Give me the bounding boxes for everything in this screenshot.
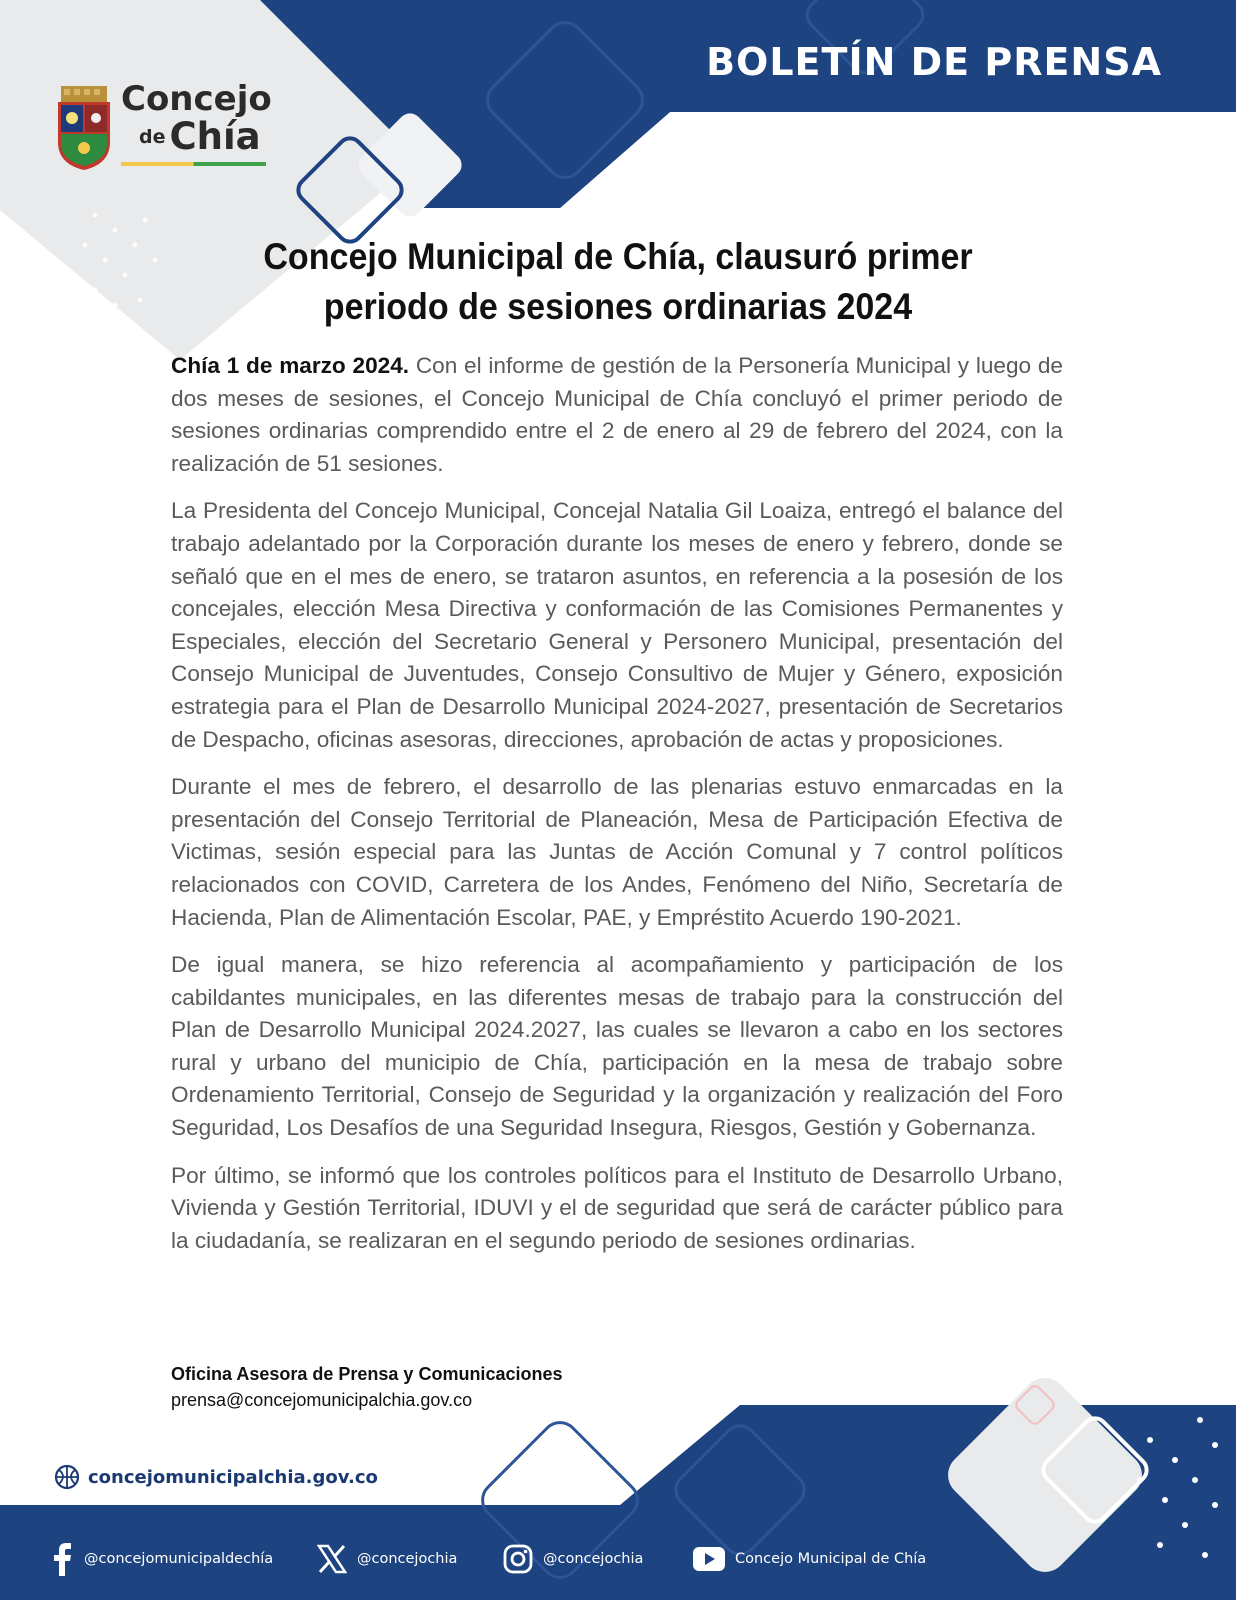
x-handle: @concejochia xyxy=(357,1551,458,1567)
youtube-icon xyxy=(693,1547,725,1571)
website-link[interactable] xyxy=(54,1462,378,1492)
signature-block xyxy=(171,1361,562,1413)
website-text: concejomunicipalchia.gov.co xyxy=(88,1466,378,1488)
paragraph-2: La Presidenta del Concejo Municipal, Concejal Natalia Gil Loaiza, entregó el balance del trabajo adelantado por la Corporación durante los meses de enero y febrero, donde se señaló que en el mes de enero, se trataron asuntos, en referencia a la posesión de los concejales, elección Mesa Directiva y conformación de las Comisiones Permanentes y Especiales, elección del Secretario General y Personero Municipal, presentación del Consejo Municipal de Juventudes, Consejo Consultivo de Mujer y Género, exposición estrategia para el Plan de Desarrollo Municipal 2024-2027, presentación de Secretarios de Despacho, oficinas asesoras, direcciones, aprobación de actas y proposiciones. xyxy=(171,498,1063,752)
logo-chia: Chía xyxy=(169,115,261,158)
paragraph-3: Durante el mes de febrero, el desarrollo de las plenarias estuvo enmarcadas en la presentación del Consejo Territorial de Planeación, Mesa de Participación Efectiva de Victimas, sesión especial para las Juntas de Acción Comunal y 7 control políticos relacionados con COVID, Carretera de los Andes, Fenómeno del Niño, Secretaría de Hacienda, Plan de Alimentación Escolar, PAE, y Empréstito Acuerdo 190-2021. xyxy=(171,774,1063,930)
facebook-link[interactable] xyxy=(50,1540,273,1578)
coat-of-arms-icon xyxy=(55,86,113,170)
headline: Concejo Municipal de Chía, clausuró primer periodo de sesiones ordinarias 2024 xyxy=(263,236,973,327)
paragraph-1 xyxy=(171,350,1063,480)
concejo-logo xyxy=(55,79,285,172)
x-link[interactable] xyxy=(317,1540,457,1578)
paragraph-4: De igual manera, se hizo referencia al acompañamiento y participación de los cabildantes municipales, en las diferentes mesas de trabajo para la construcción del Plan de Desarrollo Municipal 2024.2027, las cuales se llevaron a cabo en los sectores rural y urbano del municipio de Chía, participación en la mesa de trabajo sobre Ordenamiento Territorial, Consejo de Seguridad y la organización y realización del Foro Seguridad, Los Desafíos de una Seguridad Insegura, Riesgos, Gestión y Gobernanza. xyxy=(171,952,1063,1141)
globe-icon xyxy=(54,1464,80,1490)
paragraph-1-text: Con el informe de gestión de la Personería Municipal y luego de dos meses de sesiones, el Concejo Municipal de Chía concluyó el primer periodo de sesiones ordinarias comprendido entre el 2 de enero al 29 de febrero del 2024, con la realización de 51 sesiones. xyxy=(171,353,1064,476)
instagram-handle: @concejochia xyxy=(543,1551,644,1567)
youtube-link[interactable] xyxy=(693,1540,926,1578)
logo-de: de xyxy=(139,126,166,148)
article-body xyxy=(171,350,1063,1272)
x-icon xyxy=(317,1544,347,1574)
press-email-link[interactable]: prensa@concejomunicipalchia.gov.co xyxy=(171,1390,473,1410)
press-office-name: Oficina Asesora de Prensa y Comunicaciones xyxy=(171,1364,563,1384)
logo-line-concejo: Concejo xyxy=(121,79,272,119)
paragraph-5: Por último, se informó que los controles políticos para el Instituto de Desarrollo Urbano, Vivienda y Gestión Territorial, IDUVI y el de seguridad que será de carácter público para la ciudadanía, se realizaran en el segundo periodo de sesiones ordinarias. xyxy=(171,1162,1063,1253)
instagram-icon xyxy=(503,1544,533,1574)
dateline: Chía 1 de marzo 2024. xyxy=(171,353,410,378)
bulletin-title: BOLETÍN DE PRENSA xyxy=(706,40,1162,84)
facebook-handle: @concejomunicipaldechía xyxy=(84,1551,274,1567)
logo-underline xyxy=(121,162,266,166)
facebook-icon xyxy=(50,1542,74,1576)
youtube-channel: Concejo Municipal de Chía xyxy=(735,1551,927,1567)
instagram-link[interactable] xyxy=(503,1540,643,1578)
